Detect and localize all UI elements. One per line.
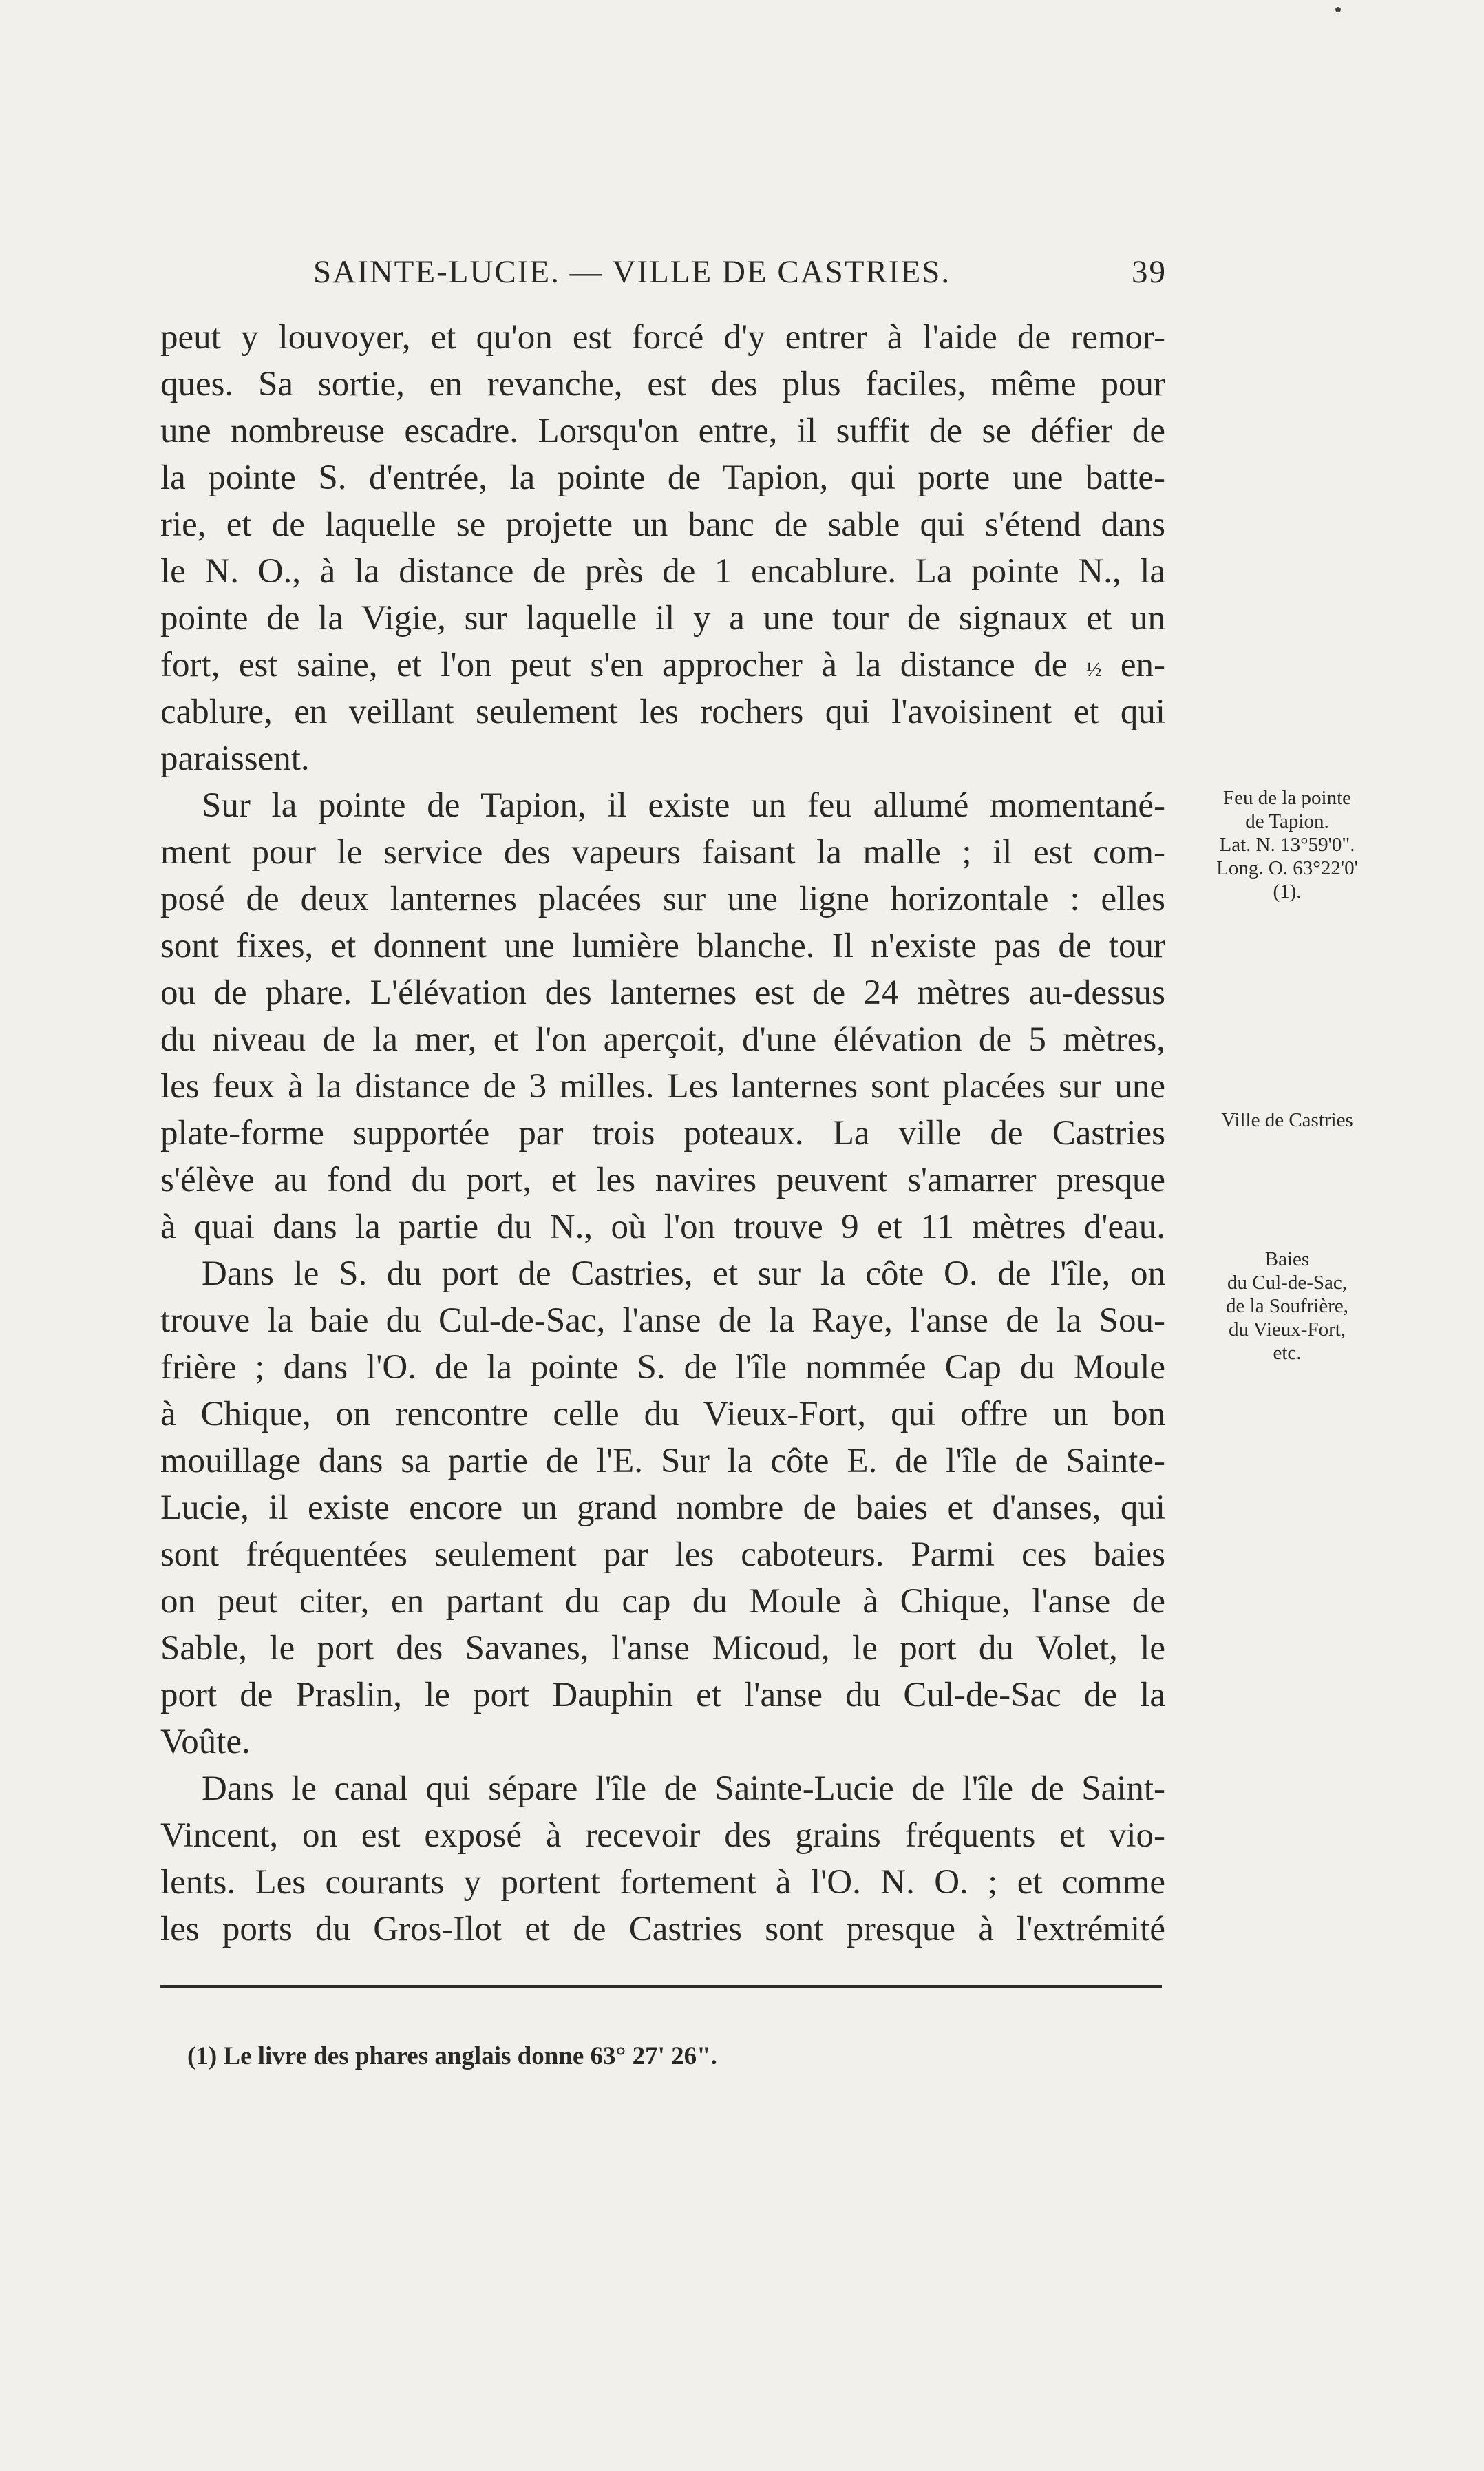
text-line: Vincent, on est exposé à recevoir des grains fréquents et vio- [160,1816,1165,1855]
margin-note-line: de la Soufrière, [1226,1295,1348,1317]
text-line: cablure, en veillant seulement les rochers qui l'avoisinent et qui [160,693,1165,731]
footnote-rule [160,1985,1162,1988]
running-title: SAINTE-LUCIE. — VILLE DE CASTRIES. [313,254,951,290]
text-line: Dans le canal qui sépare l'île de Sainte-Lucie de l'île de Saint- [202,1769,1165,1808]
text-line: les ports du Gros-Ilot et de Castries sont presque à l'extrémité [160,1910,1165,1948]
text-line: lents. Les courants y portent fortement à l'O. N. O. ; et comme [160,1863,1165,1902]
fraction-half: ½ [1085,658,1102,681]
margin-note-line: du Cul-de-Sac, [1227,1272,1347,1294]
text-line: trouve la baie du Cul-de-Sac, l'anse de la Raye, l'anse de la Sou- [160,1301,1165,1340]
text-line: Lucie, il existe encore un grand nombre de baies et d'anses, qui [160,1489,1165,1527]
text-line: la pointe S. d'entrée, la pointe de Tapion, qui porte une batte- [160,459,1165,497]
text-segment: en- [1120,646,1165,684]
body-text [160,314,1165,1953]
text-line: à Chique, on rencontre celle du Vieux-Fort, qui offre un bon [160,1395,1165,1433]
footnote: (1) Le livre des phares anglais donne 63° 27' 26". [187,2042,717,2070]
text-line: pointe de la Vigie, sur laquelle il y a une tour de signaux et un [160,599,1165,638]
text-line: le N. O., à la distance de près de 1 encablure. La pointe N., la [160,552,1165,591]
page-number: 39 [1132,254,1167,290]
margin-note-feu [1180,786,1394,903]
text-line: posé de deux lanternes placées sur une ligne horizontale : elles [160,880,1165,918]
margin-note-line: Long. O. 63°22'0' [1216,857,1358,879]
margin-note-line: Lat. N. 13°59'0". [1219,834,1355,856]
text-line: on peut citer, en partant du cap du Moule à Chique, l'anse de [160,1582,1165,1621]
text-line: Sur la pointe de Tapion, il existe un feu allumé momentané- [202,786,1165,825]
text-line: frière ; dans l'O. de la pointe S. de l'île nommée Cap du Moule [160,1348,1165,1387]
text-line: paraissent. [160,739,310,778]
text-line: ment pour le service des vapeurs faisant la malle ; il est com- [160,833,1165,872]
text-line: sont fréquentées seulement par les caboteurs. Parmi ces baies [160,1535,1165,1574]
text-line: ques. Sa sortie, en revanche, est des plus faciles, même pour [160,365,1165,403]
margin-note-baies [1180,1248,1394,1365]
text-line: une nombreuse escadre. Lorsqu'on entre, il suffit de se défier de [160,412,1165,450]
text-line: du niveau de la mer, et l'on aperçoit, d'une élévation de 5 mètres, [160,1020,1165,1059]
text-line: Sable, le port des Savanes, l'anse Micoud, le port du Volet, le [160,1629,1165,1668]
text-line: peut y louvoyer, et qu'on est forcé d'y entrer à l'aide de remor- [160,318,1165,357]
ink-speck [1335,7,1341,12]
text-line-with-fraction [160,642,1165,688]
margin-note-line: (1). [1273,881,1302,903]
running-header [313,253,1167,302]
margin-note-line: Baies [1264,1248,1310,1270]
text-line: Dans le S. du port de Castries, et sur la côte O. de l'île, on [202,1254,1165,1293]
text-line: mouillage dans sa partie de l'E. Sur la côte E. de l'île de Sainte- [160,1442,1165,1480]
margin-note-line: Ville de Castries [1221,1109,1353,1131]
text-line: plate-forme supportée par trois poteaux. La ville de Castries [160,1114,1165,1153]
text-segment: fort, est saine, et l'on peut s'en approcher à la distance de [160,646,1068,684]
text-line: rie, et de laquelle se projette un banc de sable qui s'étend dans [160,505,1165,544]
text-line: ou de phare. L'élévation des lanternes est de 24 mètres au-dessus [160,974,1165,1012]
margin-note-line: etc. [1273,1342,1302,1364]
margin-note-line: du Vieux-Fort, [1228,1318,1346,1340]
text-line: port de Praslin, le port Dauphin et l'anse du Cul-de-Sac de la [160,1676,1165,1714]
text-line: sont fixes, et donnent une lumière blanche. Il n'existe pas de tour [160,927,1165,965]
text-line: Voûte. [160,1723,251,1761]
margin-note-line: de Tapion. [1245,810,1329,832]
text-line: à quai dans la partie du N., où l'on trouve 9 et 11 mètres d'eau. [160,1208,1165,1246]
text-line: les feux à la distance de 3 milles. Les lanternes sont placées sur une [160,1067,1165,1106]
margin-note-line: Feu de la pointe [1222,787,1352,809]
text-line: s'élève au fond du port, et les navires peuvent s'amarrer presque [160,1161,1165,1199]
margin-note-ville [1180,1108,1394,1132]
